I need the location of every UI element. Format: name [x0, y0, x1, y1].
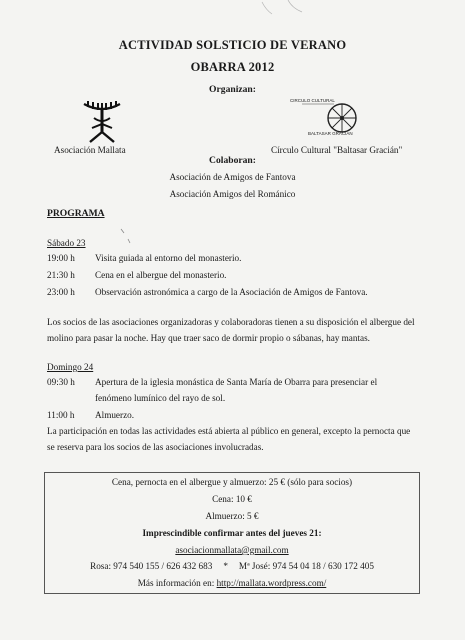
- logo-text-bottom: BALTASAR GRACIAN: [308, 131, 353, 136]
- confirm-notice: Imprescindible confirmar antes del jueves 21:: [142, 528, 322, 538]
- phone-mjose: Mª José: 974 54 04 18 / 630 172 405: [238, 561, 374, 571]
- title-line-2: OBARRA 2012: [190, 60, 275, 74]
- schedule-text: Almuerzo.: [95, 410, 135, 420]
- email-link[interactable]: asociacionmallata@gmail.com: [175, 545, 289, 555]
- schedule-text: Visita guiada al entorno del monasterio.: [95, 253, 242, 263]
- schedule-row: [47, 377, 377, 387]
- phone-line: [44, 561, 420, 571]
- schedule-row: [47, 287, 368, 297]
- schedule-text: Observación astronómica a cargo de la Asociación de Amigos de Fantova.: [95, 287, 368, 297]
- phone-rosa: Rosa: 974 540 155 / 626 432 683: [90, 561, 213, 571]
- note1-line-2: molino para pasar la noche. Hay que traer saco de dormir propio o sábanas, hay mantas.: [47, 333, 370, 343]
- schedule-row: [47, 410, 134, 420]
- price-cena: Cena: 10 €: [212, 494, 252, 504]
- mallata-logo-icon: [80, 98, 124, 146]
- day1-label: Sábado 23: [47, 238, 86, 248]
- more-info-prefix: Más información en:: [137, 578, 217, 588]
- schedule-time: 21:30 h: [47, 270, 75, 280]
- organizan-label: Organizan:: [209, 84, 256, 95]
- organizer-right-name: Círculo Cultural "Baltasar Gracián": [271, 145, 403, 155]
- pen-mark-icon: [118, 227, 132, 245]
- schedule-row: [47, 270, 226, 280]
- scan-mark-icon: [258, 0, 308, 18]
- logo-text-top: CIRCULO CULTURAL: [290, 98, 335, 103]
- website-link[interactable]: http://mallata.wordpress.com/: [216, 578, 327, 588]
- more-info-line: [44, 578, 420, 588]
- price-line: Cena, pernocta en el albergue y almuerzo: 25 € (sólo para socios): [111, 477, 353, 487]
- schedule-row: [47, 253, 241, 263]
- schedule-time: 11:00 h: [47, 410, 75, 420]
- organizer-left-name: Asociación Mallata: [54, 145, 126, 155]
- colaboran-label: Colaboran:: [209, 155, 256, 166]
- day2-label: Domingo 24: [47, 362, 94, 372]
- title-line-1: ACTIVIDAD SOLSTICIO DE VERANO: [118, 38, 347, 52]
- schedule-time: 19:00 h: [47, 253, 75, 263]
- colaborador-item: Asociación Amigos del Románico: [169, 189, 296, 199]
- schedule-time: 23:00 h: [47, 287, 75, 297]
- programa-heading: PROGRAMA: [47, 208, 105, 219]
- schedule-time: 09:30 h: [47, 377, 75, 387]
- schedule-text: Cena en el albergue del monasterio.: [95, 270, 227, 280]
- schedule-text-cont: fenómeno lumínico del rayo de sol.: [95, 393, 226, 403]
- note2-line-1: La participación en todas las actividades está abierta al público en general, excepto la pernocta que: [47, 426, 411, 436]
- phone-separator: *: [223, 561, 228, 571]
- note1-line-1: Los socios de las asociaciones organizadoras y colaboradoras tienen a su disposición el albergue del: [47, 317, 415, 327]
- price-almuerzo: Almuerzo: 5 €: [205, 511, 259, 521]
- colaborador-item: Asociación de Amigos de Fantova: [169, 172, 296, 182]
- schedule-text: Apertura de la iglesia monástica de Santa María de Obarra para presenciar el: [95, 377, 378, 387]
- note2-line-2: se reserva para los socios de las asociaciones involucradas.: [47, 442, 264, 452]
